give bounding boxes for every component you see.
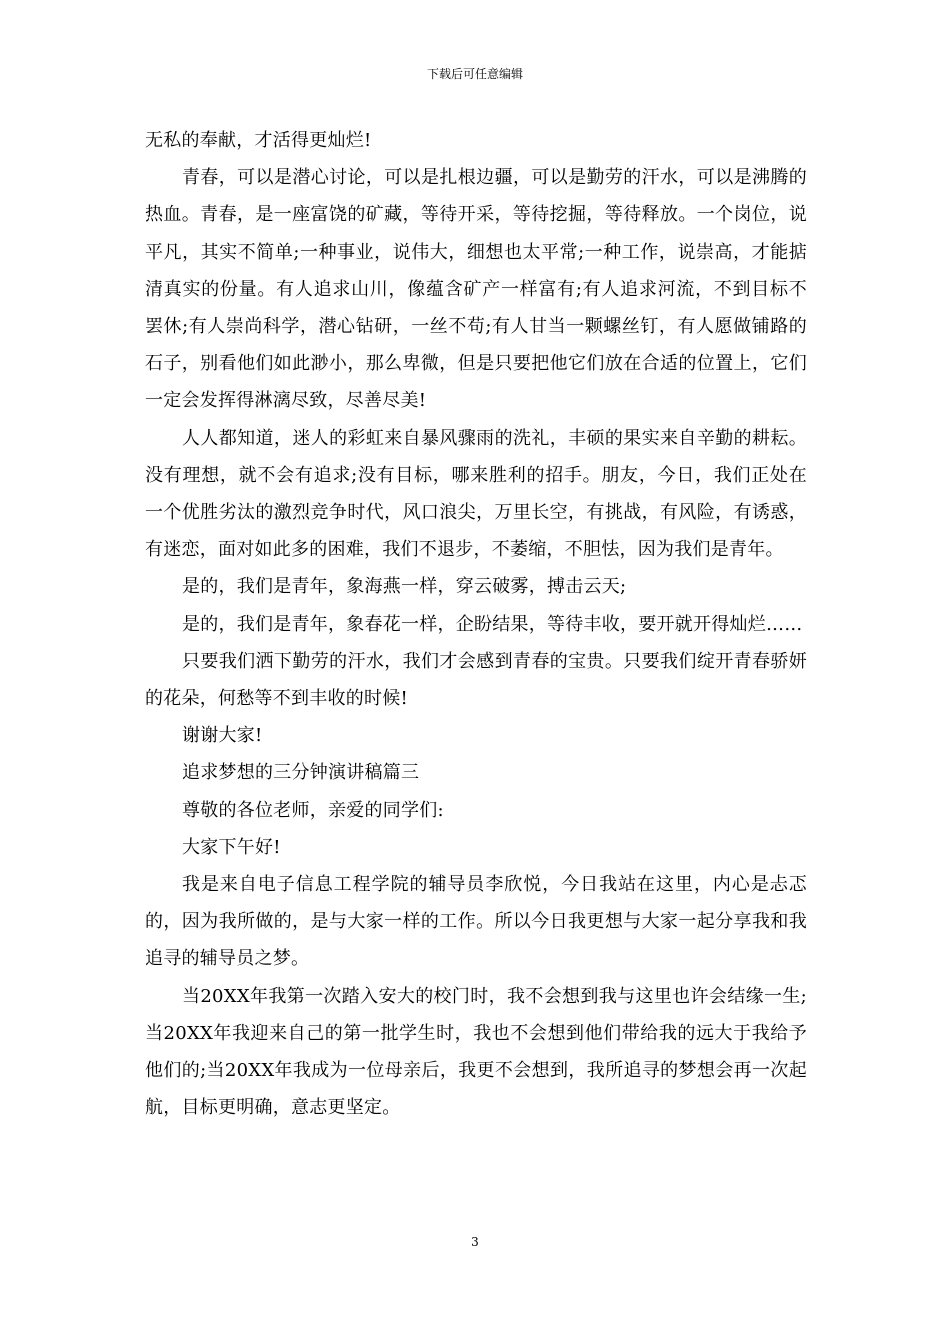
paragraph: 只要我们洒下勤劳的汗水，我们才会感到青春的宝贵。只要我们绽开青春骄妍的花朵，何愁等不到丰收的时候! xyxy=(145,650,807,710)
paragraph: 是的，我们是青年，象海燕一样，穿云破雾，搏击云天; xyxy=(182,576,627,598)
page-header: 下载后可任意编辑 xyxy=(426,67,523,81)
paragraph: 谢谢大家! xyxy=(182,725,263,747)
page-number: 3 xyxy=(471,1235,479,1249)
paragraph: 青春，可以是潜心讨论，可以是扎根边疆，可以是勤劳的汗水，可以是沸腾的热血。青春，是一座富饶的矿藏，等待开采，等待挖掘，等待释放。一个岗位，说平凡，其实不简单;一种事业，说伟大，细想也太平常;一种工作，说崇高，才能掂清真实的份量。有人追求山川，像蕴含矿产一样富有;有人追求河流，不到目标不罢休;有人崇尚科学，潜心钻研，一丝不苟;有人甘当一颗螺丝钉，有人愿做铺路的石子，别看他们如此渺小，那么卑微，但是只要把他它们放在合适的位置上，它们一定会发挥得淋漓尽致，尽善尽美! xyxy=(145,167,807,412)
section-heading: 追求梦想的三分钟演讲稿篇三 xyxy=(182,762,420,784)
paragraph: 当20XX年我第一次踏入安大的校门时，我不会想到我与这里也许会结缘一生;当20XX年我迎来自己的第一批学生时，我也不会想到他们带给我的远大于我给予他们的;当20XX年我成为一位母亲后，我更不会想到，我所追寻的梦想会再一次起航，目标更明确，意志更坚定。 xyxy=(145,985,807,1119)
paragraph: 我是来自电子信息工程学院的辅导员李欣悦，今日我站在这里，内心是忐忑的，因为我所做的，是与大家一样的工作。所以今日我更想与大家一起分享我和我追寻的辅导员之梦。 xyxy=(145,874,807,970)
paragraph: 人人都知道，迷人的彩虹来自暴风骤雨的洗礼，丰硕的果实来自辛勤的耕耘。没有理想，就不会有追求;没有目标，哪来胜利的招手。朋友，今日，我们正处在一个优胜劣汰的激烈竞争时代，风口浪尖，万里长空，有挑战，有风险，有诱惑，有迷恋，面对如此多的困难，我们不退步，不萎缩，不胆怯，因为我们是青年。 xyxy=(145,427,807,561)
paragraph: 是的，我们是青年，象春花一样，企盼结果，等待丰收，要开就开得灿烂…… xyxy=(182,613,803,635)
document-body xyxy=(145,122,807,1126)
paragraph: 无私的奉献，才活得更灿烂! xyxy=(145,130,372,151)
paragraph: 尊敬的各位老师，亲爱的同学们: xyxy=(182,799,444,821)
paragraph: 大家下午好! xyxy=(182,836,281,858)
